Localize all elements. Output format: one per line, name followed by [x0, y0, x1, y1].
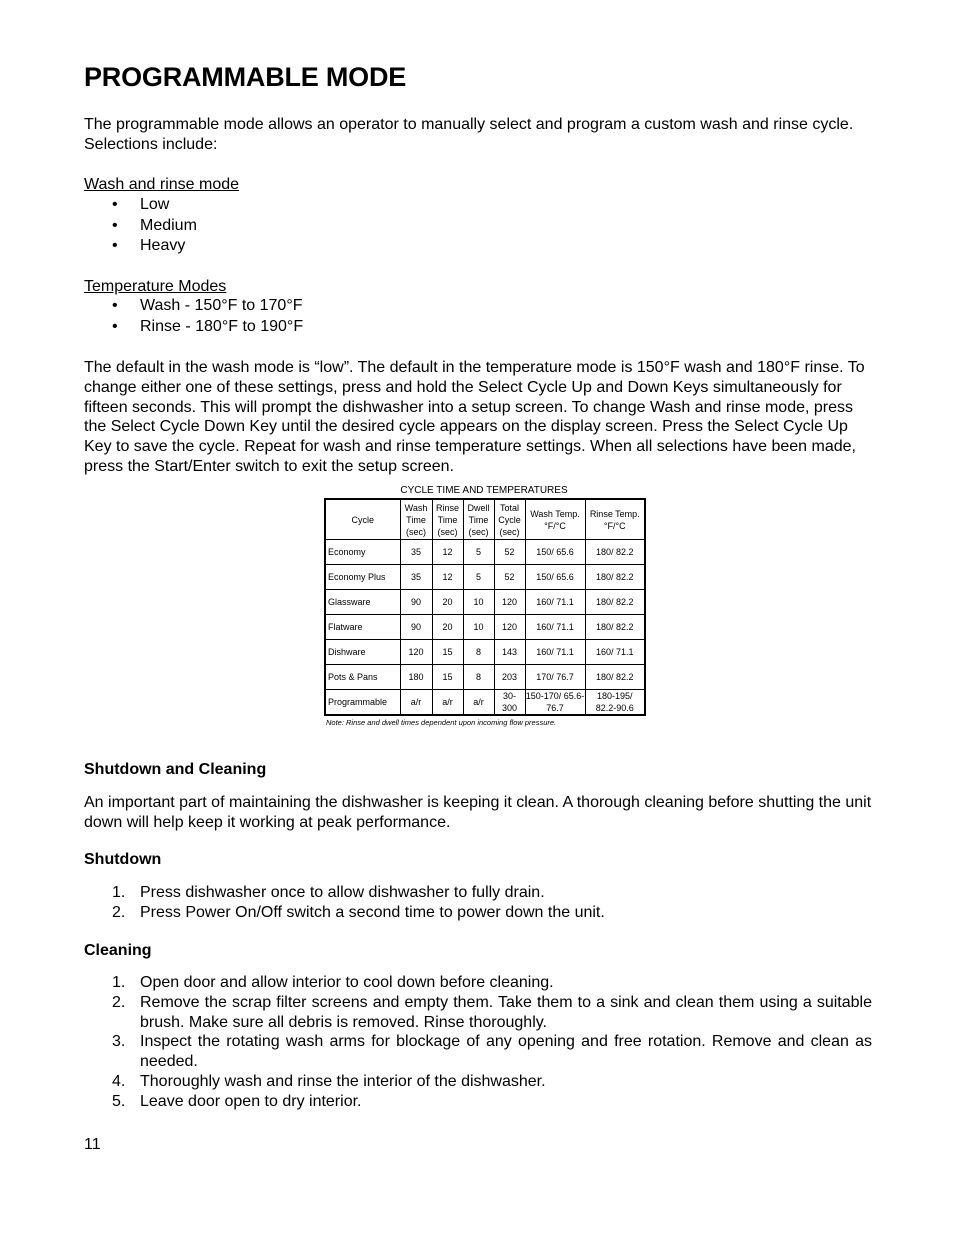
table-row: [325, 590, 645, 615]
wash-rinse-mode-list: [84, 195, 197, 257]
table-cell: 8: [463, 640, 494, 665]
bullet-icon: •: [112, 237, 118, 254]
table-cell: 52: [494, 540, 525, 565]
table-cell: 143: [494, 640, 525, 665]
header-cell: Rinse Temp. °F/°C: [585, 499, 645, 540]
table-cell: Flatware: [325, 615, 400, 640]
list-item: 2. Press Power On/Off switch a second time to power down the unit.: [112, 903, 605, 921]
header-cell: Rinse Time (sec): [432, 499, 463, 540]
table-cell: 150/ 65.6: [525, 565, 585, 590]
table-cell: Programmable: [325, 690, 400, 716]
table-cell: 150/ 65.6: [525, 540, 585, 565]
cleaning-steps: [84, 973, 872, 1112]
table-row: [325, 690, 645, 716]
table-cell: 30- 300: [494, 690, 525, 716]
table-cell: 10: [463, 590, 494, 615]
header-cell: Wash Time (sec): [400, 499, 432, 540]
table-title: CYCLE TIME AND TEMPERATURES: [400, 485, 568, 496]
shutdown-cleaning-paragraph: An important part of maintaining the dishwasher is keeping it clean. A thorough cleaning before shutting the unit down will help keep it working at peak performance.: [84, 794, 872, 831]
table-cell: 5: [463, 565, 494, 590]
bullet-icon: •: [112, 317, 118, 335]
table-cell: 20: [432, 615, 463, 640]
table-cell: 8: [463, 665, 494, 690]
temperature-modes-list: [84, 296, 303, 337]
table-cell: Dishware: [325, 640, 400, 665]
table-cell: Glassware: [325, 590, 400, 615]
list-item: 2. Remove the scrap filter screens and empty them. Take them to a sink and clean them using a suitable brush. Make sure all debris is removed. Rinse thoroughly.: [112, 993, 872, 1031]
table-cell: 180/ 82.2: [585, 615, 645, 640]
intro-paragraph: The programmable mode allows an operator to manually select and program a custom wash and rinse cycle. Selections include:: [84, 116, 854, 153]
table-cell: 160/ 71.1: [525, 615, 585, 640]
table-cell: 5: [463, 540, 494, 565]
table-cell: a/r: [400, 690, 432, 716]
table-cell: 35: [400, 540, 432, 565]
table-row: [325, 665, 645, 690]
table-cell: 180/ 82.2: [585, 590, 645, 615]
table-cell: 160/ 71.1: [525, 640, 585, 665]
table-cell: 120: [494, 615, 525, 640]
table-cell: 90: [400, 590, 432, 615]
table-row: [325, 540, 645, 565]
bullet-icon: •: [112, 297, 118, 314]
table-cell: 12: [432, 540, 463, 565]
temperature-modes-heading: Temperature Modes: [84, 278, 227, 295]
table-cell: 12: [432, 565, 463, 590]
table-cell: 180-195/ 82.2-90.6: [585, 690, 645, 716]
table-row: [325, 640, 645, 665]
table-cell: 170/ 76.7: [525, 665, 585, 690]
table-cell: 180/ 82.2: [585, 540, 645, 565]
page-title: PROGRAMMABLE MODE: [84, 62, 407, 92]
table-cell: Economy: [325, 540, 400, 565]
bullet-icon: •: [112, 216, 118, 234]
table-row: [325, 565, 645, 590]
list-item: • Medium: [84, 216, 197, 237]
table-cell: 203: [494, 665, 525, 690]
list-item: 5. Leave door open to dry interior.: [112, 1092, 362, 1110]
table-row: [325, 615, 645, 640]
cleaning-heading: Cleaning: [84, 942, 152, 959]
header-cell: Wash Temp. °F/°C: [525, 499, 585, 540]
list-item: • Wash - 150°F to 170°F: [84, 296, 303, 317]
table-cell: 160/ 71.1: [585, 640, 645, 665]
table-cell: Economy Plus: [325, 565, 400, 590]
table-cell: a/r: [432, 690, 463, 716]
list-item: 1. Open door and allow interior to cool down before cleaning.: [112, 974, 554, 991]
table-cell: 180: [400, 665, 432, 690]
list-item: • Low: [84, 195, 197, 216]
shutdown-steps: [84, 883, 872, 923]
list-item: 4. Thoroughly wash and rinse the interior of the dishwasher.: [112, 1072, 546, 1090]
bullet-icon: •: [112, 196, 118, 213]
page-number: 11: [84, 1136, 101, 1153]
header-cell: Cycle: [325, 499, 400, 540]
table-cell: a/r: [463, 690, 494, 716]
header-cell: Dwell Time (sec): [463, 499, 494, 540]
table-cell: Pots & Pans: [325, 665, 400, 690]
table-cell: 90: [400, 615, 432, 640]
table-cell: 52: [494, 565, 525, 590]
default-settings-paragraph: The default in the wash mode is “low”. The default in the temperature mode is 150°F wash and 180°F rinse. To change either one of these settings, press and hold the Select Cycle Up and Down Keys simultaneously for fifteen seconds. This will prompt the dishwasher into a setup screen. To change Wash and rinse mode, press the Select Cycle Down Key until the desired cycle appears on the display screen. Press the Select Cycle Up Key to save the cycle. Repeat for wash and rinse temperature settings. When all selections have been made, press the Start/Enter switch to exit the setup screen.: [84, 359, 865, 475]
table-cell: 15: [432, 640, 463, 665]
cycle-table-block: [324, 484, 644, 727]
table-cell: 180/ 82.2: [585, 665, 645, 690]
table-cell: 15: [432, 665, 463, 690]
header-cell: Total Cycle (sec): [494, 499, 525, 540]
table-note: Note: Rinse and dwell times dependent upon incoming flow pressure.: [326, 718, 557, 727]
list-item: 3. Inspect the rotating wash arms for blockage of any opening and free rotation. Remove and clean as needed.: [112, 1033, 872, 1071]
table-cell: 20: [432, 590, 463, 615]
shutdown-heading: Shutdown: [84, 851, 162, 868]
table-cell: 160/ 71.1: [525, 590, 585, 615]
shutdown-cleaning-heading: Shutdown and Cleaning: [84, 761, 267, 778]
table-cell: 120: [494, 590, 525, 615]
table-cell: 10: [463, 615, 494, 640]
list-item: 1. Press dishwasher once to allow dishwasher to fully drain.: [112, 884, 545, 901]
table-header-row: [325, 499, 645, 540]
wash-rinse-mode-heading: Wash and rinse mode: [84, 176, 240, 193]
list-item: • Rinse - 180°F to 190°F: [84, 317, 303, 338]
list-item: • Heavy: [84, 236, 197, 257]
table-cell: 180/ 82.2: [585, 565, 645, 590]
table-cell: 35: [400, 565, 432, 590]
table-cell: 120: [400, 640, 432, 665]
table-cell: 150-170/ 65.6-76.7: [525, 691, 585, 713]
cycle-time-table: [324, 498, 646, 716]
